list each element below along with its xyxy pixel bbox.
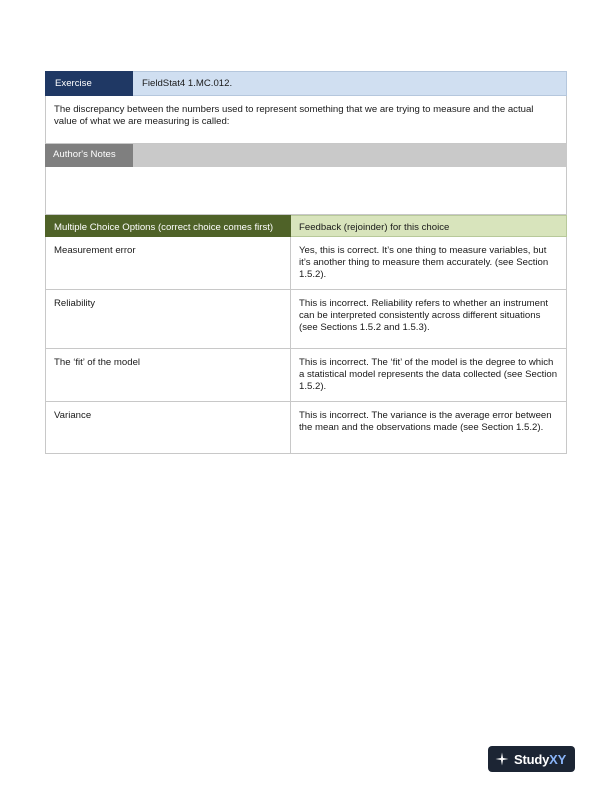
authors-notes-label: Author's Notes — [45, 144, 133, 167]
brand-name — [514, 752, 566, 767]
question-text: The discrepancy between the numbers used to represent something that we are trying to measure and the actual value of what we are measuring is called: — [45, 96, 567, 144]
exercise-header-row — [45, 71, 567, 96]
studyxy-logo[interactable] — [488, 746, 575, 772]
feedback-column-header: Feedback (rejoinder) for this choice — [291, 215, 567, 237]
table-row — [45, 402, 567, 454]
table-row — [45, 237, 567, 290]
option-cell: The ‘fit’ of the model — [45, 349, 291, 402]
plus-sparkle-icon — [495, 752, 509, 766]
feedback-cell: This is incorrect. Reliability refers to whether an instrument can be interpreted consistently across different situations (see Sections 1.5.2 and 1.5.3). — [291, 290, 567, 349]
options-column-header: Multiple Choice Options (correct choice comes first) — [45, 215, 291, 237]
options-table-header — [45, 215, 567, 237]
option-cell: Reliability — [45, 290, 291, 349]
table-row — [45, 349, 567, 402]
exercise-id: FieldStat4 1.MC.012. — [133, 71, 567, 96]
brand-name-main: Study — [514, 751, 550, 767]
exercise-label: Exercise — [45, 71, 133, 96]
feedback-cell: Yes, this is correct. It’s one thing to measure variables, but it’s another thing to measure them accurately. (see Section 1.5.2). — [291, 237, 567, 290]
brand-name-accent: XY — [549, 751, 567, 767]
feedback-cell: This is incorrect. The ‘fit’ of the model is the degree to which a statistical model represents the data collected (see Section 1.5.2). — [291, 349, 567, 402]
authors-notes-header-fill — [133, 144, 567, 167]
feedback-cell: This is incorrect. The variance is the average error between the mean and the observations made (see Section 1.5.2). — [291, 402, 567, 454]
exercise-sheet — [45, 71, 567, 454]
table-row — [45, 290, 567, 349]
option-cell: Variance — [45, 402, 291, 454]
authors-notes-body — [45, 167, 567, 215]
authors-notes-header-row — [45, 144, 567, 167]
option-cell: Measurement error — [45, 237, 291, 290]
